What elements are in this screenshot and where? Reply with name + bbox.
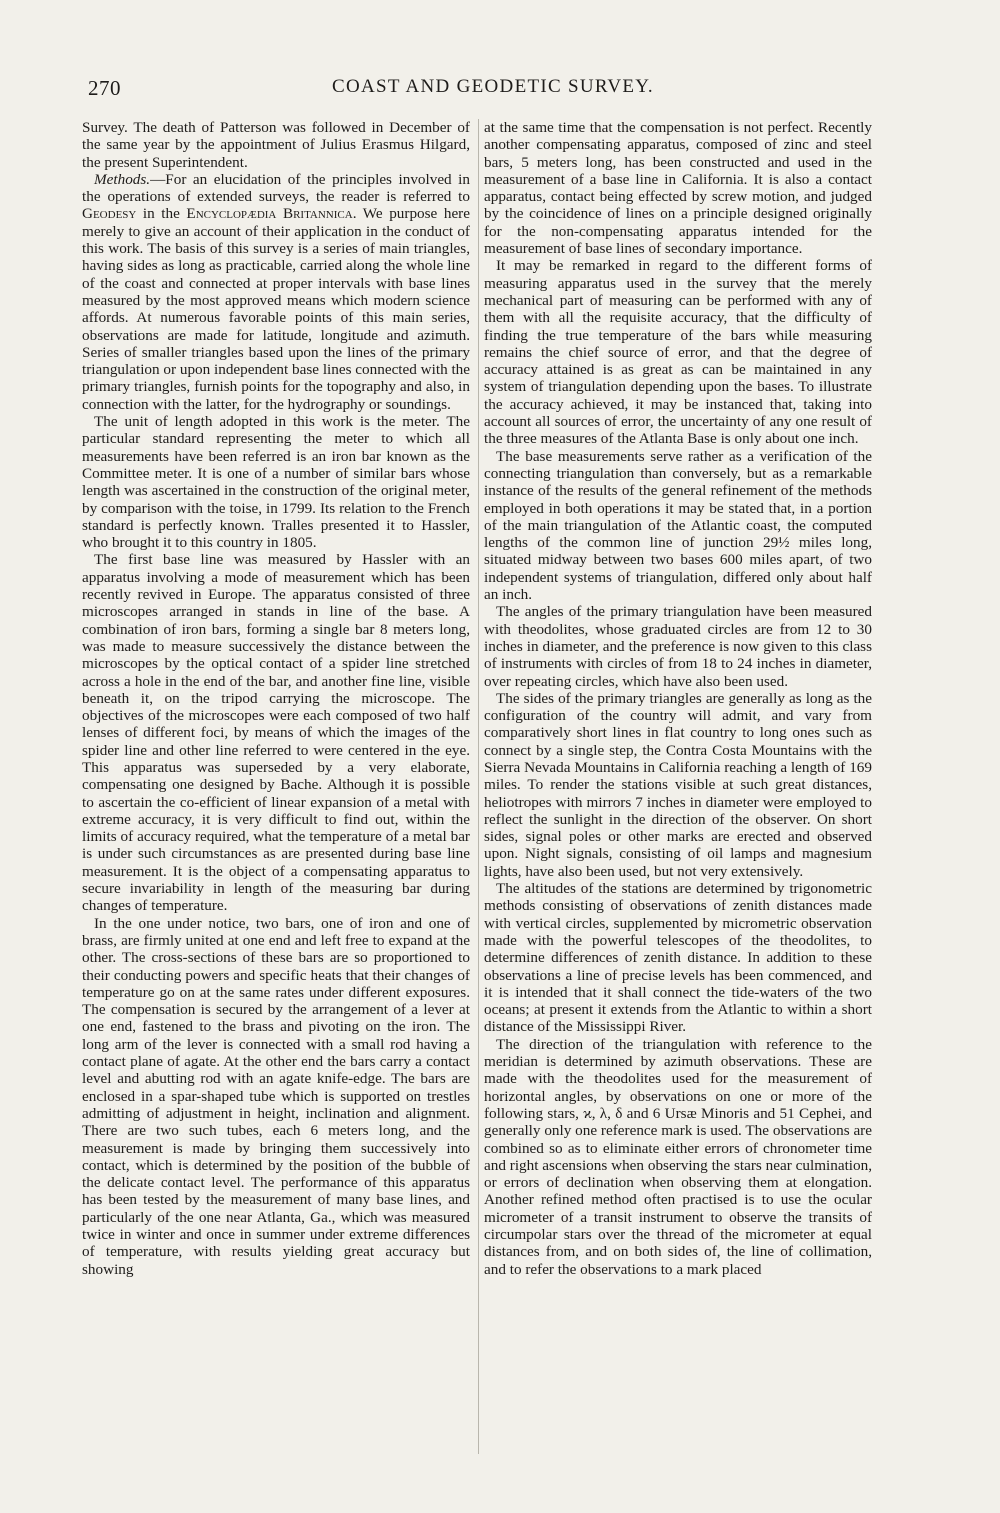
right-column bbox=[484, 119, 872, 1459]
left-column bbox=[82, 119, 470, 1459]
paragraph: The sides of the primary triangles are generally as long as the configuration of the country will admit, and vary from comparatively short lines in flat country to long ones such as connect by a single step, the Contra Costa Mountains with the Sierra Nevada Mountains in California reaching a length of 169 miles. To render the stations visible at such great distances, heliotropes with mirrors 7 inches in diameter were employed to reflect the sunlight in the direction of the observer. On short sides, signal poles or other marks are erected and observed upon. Night signals, consisting of oil lamps and magnesium lights, have also been used, but not very extensively. bbox=[484, 689, 872, 880]
geodesy-reference: Geodesy bbox=[82, 205, 137, 223]
page-number: 270 bbox=[88, 76, 121, 100]
running-head: COAST AND GEODETIC SURVEY. bbox=[332, 76, 654, 97]
column-divider bbox=[478, 119, 479, 1454]
methods-heading: Methods. bbox=[94, 170, 151, 188]
paragraph: The unit of length adopted in this work is the meter. The particular standard representing the meter to which all measurements have been referred is an iron bar known as the Committee meter. It is one of a number of similar bars whose length was ascertained in the construction of the original meter, by comparison with the toise, in 1799. Its relation to the French standard is perfectly known. Tralles presented it to Hassler, who brought it to this country in 1805. bbox=[82, 413, 470, 552]
text-run: in the bbox=[136, 205, 187, 223]
paragraph: The direction of the triangulation with reference to the meridian is determined by azimuth observations. These are made with the theodolites used for the measurement of horizontal angles, by observations on one or more of the following stars, ϰ, λ, δ and 6 Ursæ Minoris and 51 Cephei, and generally only one reference mark is used. The observations are combined so as to eliminate either errors of chronometer time and right ascensions when observing the stars near culmination, or errors of declination when observing them at elongation. Another refined method often practised is to use the ocular micrometer of a transit instrument to observe the transits of circumpolar stars over the thread of the micrometer at equal distances from, and on both sides of, the line of collimation, and to refer the observations to a mark placed bbox=[484, 1035, 872, 1278]
text-run: —For an elucidation of the principles involved in the operations of extended surveys, the reader is referred to bbox=[82, 170, 470, 206]
page-header bbox=[88, 76, 888, 106]
paragraph: The altitudes of the stations are determined by trigonometric methods consisting of observations of zenith distances made with vertical circles, supplemented by micrometric observation made with the powerful telescopes of the theodolites, to determine differences of zenith distance. In addition to these observations a line of precise levels has been commenced, and it is intended that it shall connect the tide-waters of the two oceans; at present it extends from the Atlantic to within a short distance of the Mississippi River. bbox=[484, 880, 872, 1036]
paragraph: In the one under notice, two bars, one of iron and one of brass, are firmly united at one end and left free to expand at the other. The cross-sections of these bars are so proportioned to their conducting powers and specific heats that their changes of temperature go on at the same rates under different exposures. The compensation is secured by the arrangement of a lever at one end, fastened to the brass and pivoting on the iron. The long arm of the lever is connected with a small rod having a contact plane of agate. At the other end the bars carry a contact level and abutting rod with an agate knife-edge. The bars are enclosed in a spar-shaped tube which is supported on trestles admitting of adjustment in height, inclination and alignment. There are two such tubes, each 6 meters long, and the measurement is made by bringing them successively into contact, which is determined by the position of the bubble of the delicate contact level. The performance of this apparatus has been tested by the measurement of many base lines, and particularly of the one near Atlanta, Ga., which was measured twice in winter and once in summer under extreme differences of temperature, with results yielding great accuracy but showing bbox=[82, 914, 470, 1278]
paragraph: at the same time that the compensation is not perfect. Recently another compensating apparatus, composed of zinc and steel bars, 5 meters long, has been constructed and used in the measurement of a base line in California. It is also a contact apparatus, contact being effected by screw motion, and judged by the coincidence of lines on a principle designed originally for the non-compensating apparatus intended for the measurement of base lines of secondary importance. bbox=[484, 119, 872, 258]
paragraph: The base measurements serve rather as a verification of the connecting triangulation than conversely, but as a remarkable instance of the results of the general refinement of the methods employed in both operations it may be stated that, in a portion of the main triangulation of the Atlantic coast, the computed lengths of the common line of junction 29½ miles long, situated midway between two bases 600 miles apart, of two independent systems of triangulation, differed only about half an inch. bbox=[484, 447, 872, 604]
paragraph: The first base line was measured by Hassler with an apparatus involving a mode of measurement which has been recently revived in Europe. The apparatus consisted of three microscopes arranged in stands in line of the base. A combination of iron bars, forming a single bar 8 meters long, was made to measure successively the distance between the microscopes by the optical contact of a spider line stretched across a hole in the end of the bar, and another fine line, visible beneath it, on the tripod carrying the microscope. The objectives of the microscopes were each composed of two half lenses of different foci, by means of which the images of the spider line and other line referred to were centered in the eye. This apparatus was superseded by a very elaborate, compensating one designed by Bache. Although it is possible to ascertain the co-efficient of linear expansion of a metal with extreme accuracy, it is very difficult to find out, within the limits of accuracy required, what the temperature of a metal bar is under such circumstances as are presented during base line measurement. It is the object of a compensating apparatus to secure invariability in length of the measuring bar during changes of temperature. bbox=[82, 551, 470, 915]
britannica-reference: Encyclopædia Britannica bbox=[186, 205, 353, 223]
paragraph-methods bbox=[82, 171, 470, 413]
paragraph: Survey. The death of Patterson was followed in December of the same year by the appointment of Julius Erasmus Hilgard, the present Superintendent. bbox=[82, 119, 470, 171]
paragraph: The angles of the primary triangulation have been measured with theodolites, whose graduated circles are from 12 to 30 inches in diameter, and the preference is now given to this class of instruments with circles of from 18 to 24 inches in diameter, over repeating circles, which have also been used. bbox=[484, 603, 872, 690]
text-run: . We purpose here merely to give an account of their application in the conduct of this work. The basis of this survey is a series of main triangles, having sides as long as practicable, carried along the whole line of the coast and connected at proper intervals with base lines measured by the most approved means which modern science affords. At numerous favorable points of this main series, observations are made for latitude, longitude and azimuth. Series of smaller triangles based upon the lines of the primary triangulation or upon independent base lines connected with the primary triangles, furnish points for the topography and also, in connection with the latter, for the hydrography or soundings. bbox=[82, 205, 470, 413]
paragraph: It may be remarked in regard to the different forms of measuring apparatus used in the survey that the merely mechanical part of measuring can be performed with any of them with all the requisite accuracy, that the difficulty of finding the true temperature of the bars while measuring remains the chief source of error, and that the degree of accuracy attained is as great as can be maintained in any system of triangulation depending upon the bases. To illustrate the accuracy achieved, it may be instanced that, taking into account all sources of error, the uncertainty of any one result of the three measures of the Atlanta Base is only about one inch. bbox=[484, 257, 872, 448]
